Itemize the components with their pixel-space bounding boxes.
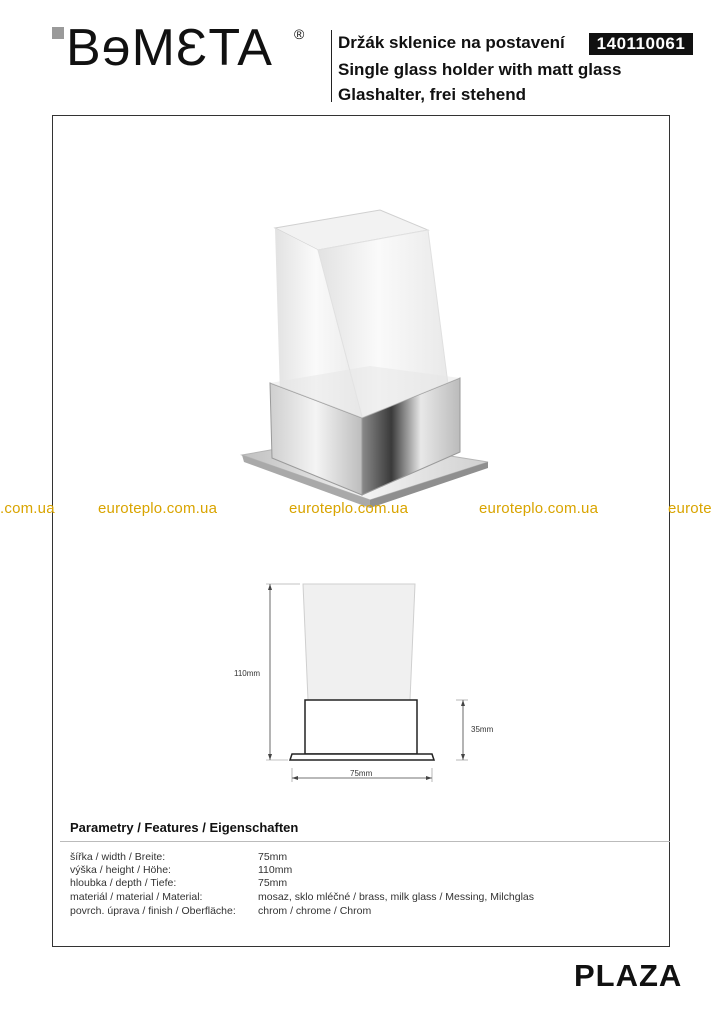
spec-label-height: výška / height / Höhe: [70, 864, 171, 876]
title-cz: Držák sklenice na postavení [338, 33, 565, 52]
width-label: 75mm [350, 769, 373, 778]
spec-heading: Parametry / Features / Eigenschaften [70, 820, 299, 835]
spec-value-height: 110mm [258, 864, 293, 876]
spec-value-finish: chrom / chrome / Chrom [258, 905, 372, 917]
title-en: Single glass holder with matt glass [338, 60, 622, 79]
spec-value-depth: 75mm [258, 877, 288, 889]
spec-label-depth: hloubka / depth / Tiefe: [70, 877, 177, 889]
height-label: 110mm [234, 669, 261, 678]
series-name: PLAZA [574, 958, 683, 993]
spec-label-width: šířka / width / Breite: [70, 851, 166, 863]
registered-mark: ® [294, 26, 305, 42]
logo-square [52, 27, 64, 39]
watermark-2: euroteplo.com.ua [289, 500, 409, 517]
base-height-label: 35mm [471, 725, 494, 734]
watermark-clipped-right: eurote [668, 500, 712, 517]
spec-divider [60, 841, 670, 842]
product-photo [230, 190, 500, 530]
spec-value-width: 75mm [258, 851, 288, 863]
spec-label-finish: povrch. úprava / finish / Oberfläche: [70, 905, 236, 917]
header-divider [331, 30, 332, 102]
product-code: 140110061 [589, 33, 693, 55]
spec-label-material: materiál / material / Material: [70, 891, 203, 903]
watermark-3: euroteplo.com.ua [479, 500, 599, 517]
title-de: Glashalter, frei stehend [338, 85, 527, 104]
watermark-clipped-left: .com.ua [0, 500, 55, 517]
watermark-1: euroteplo.com.ua [98, 500, 218, 517]
dimension-drawing [220, 570, 494, 790]
spec-value-material: mosaz, sklo mléčné / brass, milk glass / Messing, Milchglas [258, 891, 534, 903]
brand-logo: BɘMƐTA [66, 19, 273, 77]
